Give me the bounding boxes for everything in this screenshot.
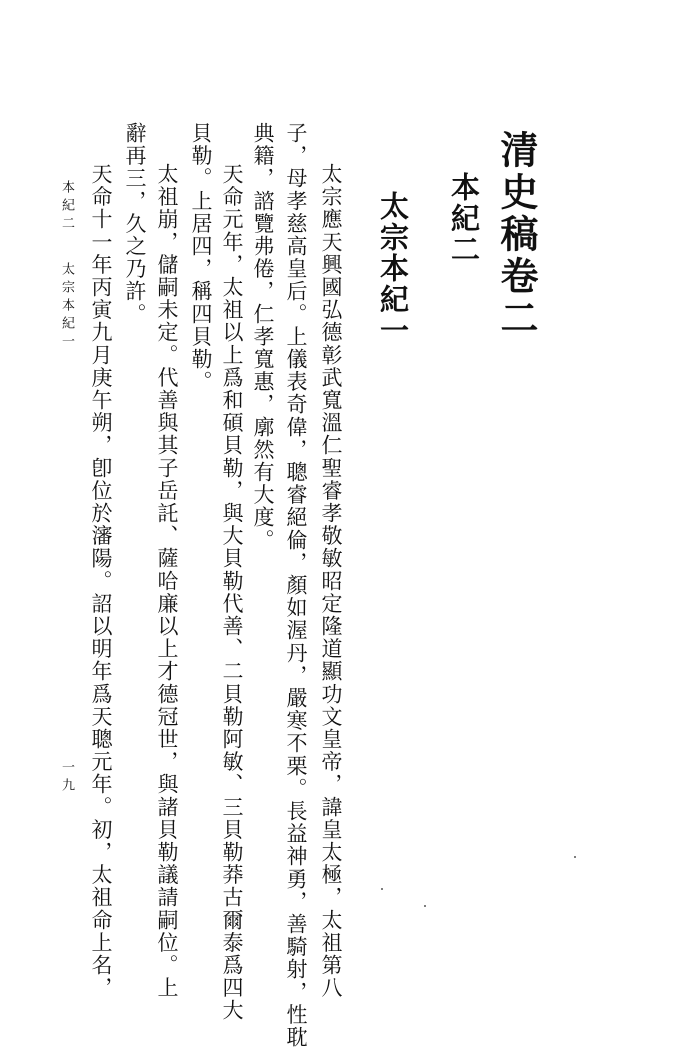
scan-speck [424,905,426,907]
page-title: 清史稿卷二 [494,130,539,340]
page-number: 一九 [59,760,74,796]
section-heading: 本紀二 [447,172,481,265]
chapter-heading: 太宗本紀一 [376,191,410,346]
running-head-chapter: 太宗本紀一 [59,262,74,352]
text-column-4: 天命元年，太祖以上爲和碩貝勒，與大貝勒代善、二貝勒阿敏、三貝勒莽古爾泰爲四大 [220,163,244,1022]
text-column-6: 太祖崩，儲嗣未定。代善與其子岳託、薩哈廉以上才德冠世，與諸貝勒議請嗣位。上 [155,163,179,1000]
text-column-5: 貝勒。上居四，稱四貝勒。 [189,122,213,394]
running-head-section: 本紀二 [59,180,74,234]
scan-speck [574,856,576,858]
text-column-2: 子，母孝慈高皇后。上儀表奇偉，聰睿絕倫，顏如渥丹，嚴寒不栗。長益神勇，善騎射，性耽 [284,122,308,1049]
scan-speck [381,888,383,890]
text-column-8: 天命十一年丙寅九月庚午朔，卽位於瀋陽。詔以明年爲天聰元年。初，太祖命上名， [89,163,113,1000]
text-column-1: 太宗應天興國弘德彰武寬溫仁聖睿孝敬敏昭定隆道顯功文皇帝，諱皇太極，太祖第八 [319,163,343,1000]
text-column-7: 辭再三，久之乃許。 [123,122,147,326]
text-column-3: 典籍，諮覽弗倦，仁孝寬惠，廓然有大度。 [251,122,275,552]
